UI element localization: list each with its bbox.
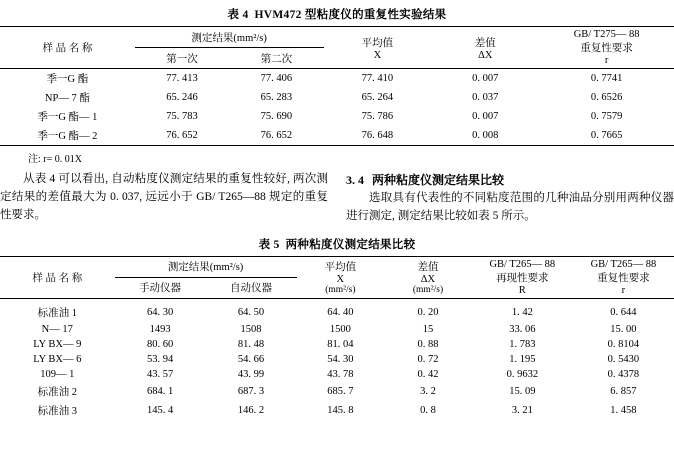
table-row <box>0 382 674 401</box>
table5-r3-diff: 0. 72 <box>417 353 439 365</box>
table-row <box>0 107 674 126</box>
table5-r2-rep: 0. 8104 <box>607 338 640 350</box>
table5-header-reproducibility: GB/ T265— 88 再现性要求 R <box>472 256 573 298</box>
table4-r1-diff: 0. 037 <box>472 92 499 103</box>
table5-r3-name: LY BX— 6 <box>33 353 82 365</box>
table4-r0-avg: 77. 410 <box>361 73 394 84</box>
table5-r1-manual: 1493 <box>149 323 171 335</box>
table4-header-sample: 样 品 名 称 <box>0 27 135 69</box>
table5-r5-name: 标准油 2 <box>37 386 77 398</box>
table5-r1-rep: 15. 00 <box>610 323 637 335</box>
table5-r2-avg: 81. 04 <box>327 338 354 350</box>
table5-r1-name: N— 17 <box>41 323 73 335</box>
right-paragraph-1: 选取具有代表性的不同粘度范围的几种油品分别用两种仪器进行测定, 测定结果比较如表 5 所示。 <box>346 192 674 222</box>
table4-r2-avg: 75. 786 <box>361 111 394 122</box>
table5-header-average: 平均值 X (mm²/s) <box>297 256 385 298</box>
table4-header-diff: 差值 ΔX <box>431 27 539 69</box>
table5-r4-diff: 0. 42 <box>417 368 439 380</box>
table-row <box>0 69 674 89</box>
table5-r6-avg: 145. 8 <box>327 404 354 416</box>
table5-r2-name: LY BX— 9 <box>33 338 82 350</box>
table4-r2-req: 0. 7579 <box>590 111 623 122</box>
table5-r5-rep: 6. 857 <box>610 385 637 397</box>
table5-caption-number: 表 5 <box>258 238 280 251</box>
table5-r0-manual: 64. 30 <box>146 306 174 318</box>
table5-r5-auto: 687. 3 <box>237 385 265 397</box>
document-page <box>0 6 674 466</box>
table5-caption <box>0 236 674 252</box>
table4-r1-name: NP— 7 酯 <box>44 93 90 104</box>
table-row <box>0 337 674 352</box>
table4-header-row-1 <box>0 27 674 48</box>
table4-r3-avg: 76. 648 <box>324 126 432 146</box>
table4-r2-first: 75. 783 <box>166 111 198 122</box>
table-row <box>0 298 674 322</box>
table4-r3-diff: 0. 008 <box>431 126 539 146</box>
table5-r0-repro: 1. 42 <box>511 306 533 318</box>
table5-caption-title: 两种粘度仪测定结果比较 <box>285 238 416 251</box>
table5-r4-manual: 43. 57 <box>146 368 174 380</box>
table-row <box>0 322 674 337</box>
table5-r0-diff: 0. 20 <box>417 306 439 318</box>
table5-header-repeatability: GB/ T265— 88 重复性要求 r <box>573 256 674 298</box>
right-column <box>346 171 674 226</box>
table4-r0-name: 季一G 酯 <box>46 74 89 85</box>
section-number: 3. 4 <box>346 173 364 187</box>
table5-r0-avg: 64. 40 <box>327 306 354 318</box>
table5 <box>0 256 674 420</box>
table4-header-second: 第二次 <box>229 48 323 69</box>
table5-r2-diff: 0. 88 <box>417 338 439 350</box>
table5-r4-avg: 43. 78 <box>327 368 354 380</box>
section-heading-3-4 <box>346 171 674 188</box>
table4-r1-second: 65. 283 <box>260 92 293 103</box>
table5-r3-repro: 1. 195 <box>509 353 536 365</box>
table4-r1-avg: 65. 264 <box>361 92 394 103</box>
table4-header-requirement: GB/ T275— 88 重复性要求 r <box>539 27 674 69</box>
table4-note: 注: r= 0. 01X <box>28 154 82 165</box>
table4-r0-diff: 0. 007 <box>472 73 499 84</box>
left-column <box>0 171 328 226</box>
table4-r2-diff: 0. 007 <box>472 111 499 122</box>
table5-r6-auto: 146. 2 <box>237 404 265 416</box>
table4-r1-first: 65. 246 <box>166 92 198 103</box>
table5-r2-repro: 1. 783 <box>509 338 536 350</box>
table5-r6-diff: 0. 8 <box>420 404 436 416</box>
table5-r3-avg: 54. 30 <box>327 353 354 365</box>
table5-header-manual: 手动仪器 <box>115 277 206 298</box>
table4-r0-second: 77. 406 <box>260 73 293 84</box>
table-row <box>0 367 674 382</box>
table5-r1-auto: 1508 <box>240 323 262 335</box>
table-row <box>0 126 674 146</box>
table5-r5-avg: 685. 7 <box>327 385 354 397</box>
table4-header-average: 平均值 X <box>324 27 432 69</box>
table5-r4-auto: 43. 99 <box>237 368 265 380</box>
two-column-body <box>0 171 674 226</box>
table4-r2-second: 75. 690 <box>260 111 293 122</box>
table5-r3-auto: 54. 66 <box>237 353 265 365</box>
table5-r5-manual: 684. 1 <box>146 385 174 397</box>
table5-r1-avg: 1500 <box>329 323 351 335</box>
table4-caption-number: 表 4 <box>227 9 249 21</box>
table4-r3-req: 0. 7665 <box>539 126 674 146</box>
table5-r4-rep: 0. 4378 <box>607 368 640 380</box>
table4-r0-first: 77. 413 <box>166 73 198 84</box>
table5-header-sample: 样 品 名 称 <box>0 256 115 298</box>
table5-r6-rep: 1. 458 <box>610 404 637 416</box>
table-row <box>0 401 674 420</box>
table5-r5-repro: 15. 09 <box>509 385 536 397</box>
table-row <box>0 352 674 367</box>
table-row <box>0 88 674 107</box>
table5-r0-auto: 64. 50 <box>237 306 265 318</box>
table4-caption-title: HVM472 型粘度仪的重复性实验结果 <box>254 9 447 21</box>
table5-header-row-1 <box>0 256 674 277</box>
table5-r0-name: 标准油 1 <box>37 307 77 319</box>
table4-r1-req: 0. 6526 <box>590 92 623 103</box>
table5-r6-name: 标准油 3 <box>37 405 77 417</box>
table5-header-measure-group: 测定结果(mm²/s) <box>115 256 297 277</box>
table5-r2-manual: 80. 60 <box>146 338 174 350</box>
table4-header-measure-group: 测定结果(mm²/s) <box>135 27 324 48</box>
table4-r3-name: 季一G 酯— 2 <box>0 126 135 146</box>
table5-r6-manual: 145. 4 <box>146 404 174 416</box>
table5-r3-manual: 53. 94 <box>146 353 174 365</box>
left-paragraph-1: 从表 4 可以看出, 自动粘度仪测定结果的重复性较好, 两次测定结果的差值最大为 0. 037, 远远小于 GB/ T265—88 规定的重复性要求。 <box>0 173 328 221</box>
table4-r0-req: 0. 7741 <box>590 73 623 84</box>
table5-r2-auto: 81. 48 <box>237 338 265 350</box>
table5-r4-name: 109— 1 <box>40 368 75 380</box>
table4-r3-second: 76. 652 <box>229 126 323 146</box>
table5-header-auto: 自动仪器 <box>206 277 297 298</box>
table4-header-first: 第一次 <box>135 48 229 69</box>
table5-r0-rep: 0. 644 <box>610 306 637 318</box>
table5-r5-diff: 3. 2 <box>420 385 436 397</box>
table4-r3-first: 76. 652 <box>135 126 229 146</box>
table5-r4-repro: 0. 9632 <box>506 368 539 380</box>
table5-r1-repro: 33. 06 <box>509 323 536 335</box>
table4 <box>0 26 674 146</box>
section-title: 两种粘度仪测定结果比较 <box>372 173 505 187</box>
table5-header-diff: 差值 ΔX (mm²/s) <box>384 256 472 298</box>
table5-r3-rep: 0. 5430 <box>607 353 640 365</box>
table4-r2-name: 季一G 酯— 1 <box>37 112 98 123</box>
table4-caption <box>0 6 674 22</box>
table5-r6-repro: 3. 21 <box>511 404 533 416</box>
table5-r1-diff: 15 <box>422 323 434 335</box>
